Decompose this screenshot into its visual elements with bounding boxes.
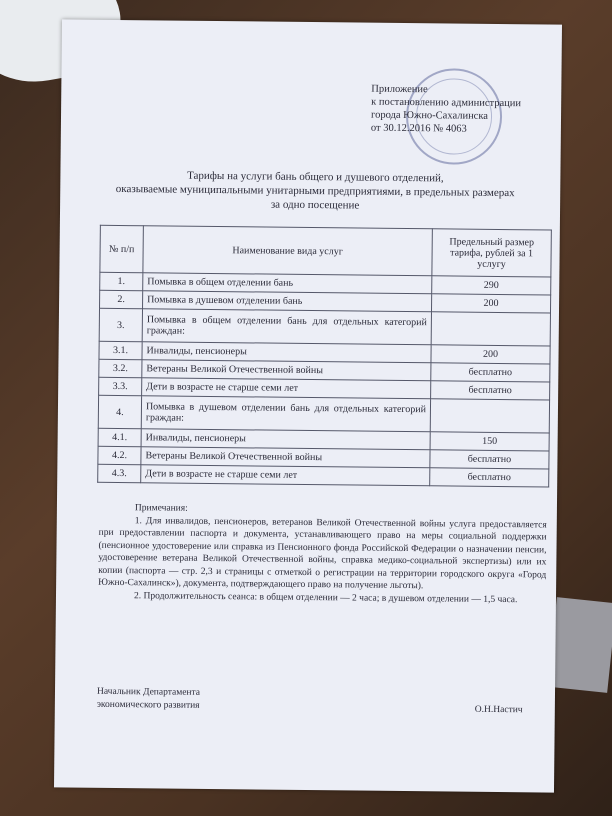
- title-line: Тарифы на услуги бань общего и душевого отделений,: [187, 169, 444, 185]
- row-name: Ветераны Великой Отечественной войны: [142, 360, 431, 381]
- row-name: Помывка в душевом отделении бань: [143, 291, 432, 312]
- row-num: 3.2.: [99, 359, 142, 377]
- position-line: Начальник Департамента: [96, 686, 201, 698]
- position-line: экономического развития: [96, 699, 200, 711]
- title-line: оказываемые муниципальными унитарными предприятиями, в предельных размерах: [115, 182, 515, 200]
- row-name: Помывка в общем отделении бань: [143, 273, 432, 294]
- row-num: 3.1.: [99, 341, 142, 359]
- row-num: 3.: [99, 308, 142, 341]
- approval-line: Приложение: [371, 83, 428, 96]
- row-num: 4.3.: [98, 464, 141, 482]
- row-name: Дети в возрасте не старше семи лет: [141, 465, 430, 486]
- approval-line: от 30.12.2016 № 4063: [370, 122, 467, 135]
- row-num: 4.1.: [98, 428, 141, 446]
- row-name: Помывка в общем отделении бань для отдельных категорий граждан:: [142, 309, 431, 345]
- row-price: бесплатно: [430, 450, 549, 469]
- row-name: Инвалиды, пенсионеры: [141, 429, 430, 450]
- table-header-row: [100, 225, 551, 277]
- header-num: № п/п: [100, 225, 143, 272]
- table-row: [98, 464, 549, 487]
- row-price: бесплатно: [430, 468, 549, 487]
- approval-line: к постановлению администрации: [371, 96, 522, 110]
- row-price: 200: [431, 294, 550, 313]
- document-title: [90, 168, 540, 215]
- title-line: за одно посещение: [270, 198, 360, 212]
- row-name: Помывка в душевом отделении бань для отдельных категорий граждан:: [141, 396, 430, 432]
- document-page: [54, 19, 562, 792]
- row-price: 290: [432, 276, 551, 295]
- row-num: 1.: [100, 272, 143, 290]
- signatory-name: О.Н.Настич: [474, 704, 523, 716]
- row-price: 200: [431, 345, 550, 364]
- header-name: Наименование вида услуг: [143, 226, 432, 276]
- approval-line: города Южно-Сахалинска: [370, 109, 489, 122]
- row-num: 3.3.: [99, 377, 142, 395]
- row-num: 2.: [100, 290, 143, 308]
- row-price: [430, 399, 549, 433]
- notes-heading: Примечания:: [134, 503, 188, 514]
- table-row: [99, 308, 550, 346]
- approval-block: [371, 83, 562, 137]
- row-price: 150: [430, 432, 549, 451]
- tariff-table: [97, 225, 552, 488]
- row-name: Инвалиды, пенсионеры: [142, 342, 431, 363]
- table-row: [98, 395, 549, 433]
- note-item: 1. Для инвалидов, пенсионеров, ветеранов Великой Отечественной войны услуга предоставляется при предоставлении паспорта и документа, устанавливающего право на меры социальной поддержки (пенсионное удостоверение или справка из Пенсионного фонда Российской Федерации о назначении пенсии, удостоверение ветерана Великой Отечественной войны, справка медико-социальной экспертизы) или их копии (паспорта — стр. 2,3 и страницы с отметкой о регистрации на территории городского округа «Город Южно-Сахалинск»), документа, подтверждающего право на получение льготы).: [98, 515, 547, 592]
- row-price: бесплатно: [431, 363, 550, 382]
- signatory-position: [97, 686, 297, 714]
- row-price: [431, 312, 550, 346]
- row-name: Дети в возрасте не старше семи лет: [142, 378, 431, 399]
- background-object: [547, 597, 612, 693]
- header-price: Предельный размер тарифа, рублей за 1 услугу: [432, 229, 551, 277]
- row-num: 4.2.: [98, 446, 141, 464]
- row-price: бесплатно: [431, 381, 550, 400]
- row-name: Ветераны Великой Отечественной войны: [141, 447, 430, 468]
- notes-section: [98, 502, 547, 607]
- row-num: 4.: [98, 395, 141, 428]
- note-item: 2. Продолжительность сеанса: в общем отделении — 2 часа; в душевом отделении — 1,5 часа.: [133, 590, 518, 605]
